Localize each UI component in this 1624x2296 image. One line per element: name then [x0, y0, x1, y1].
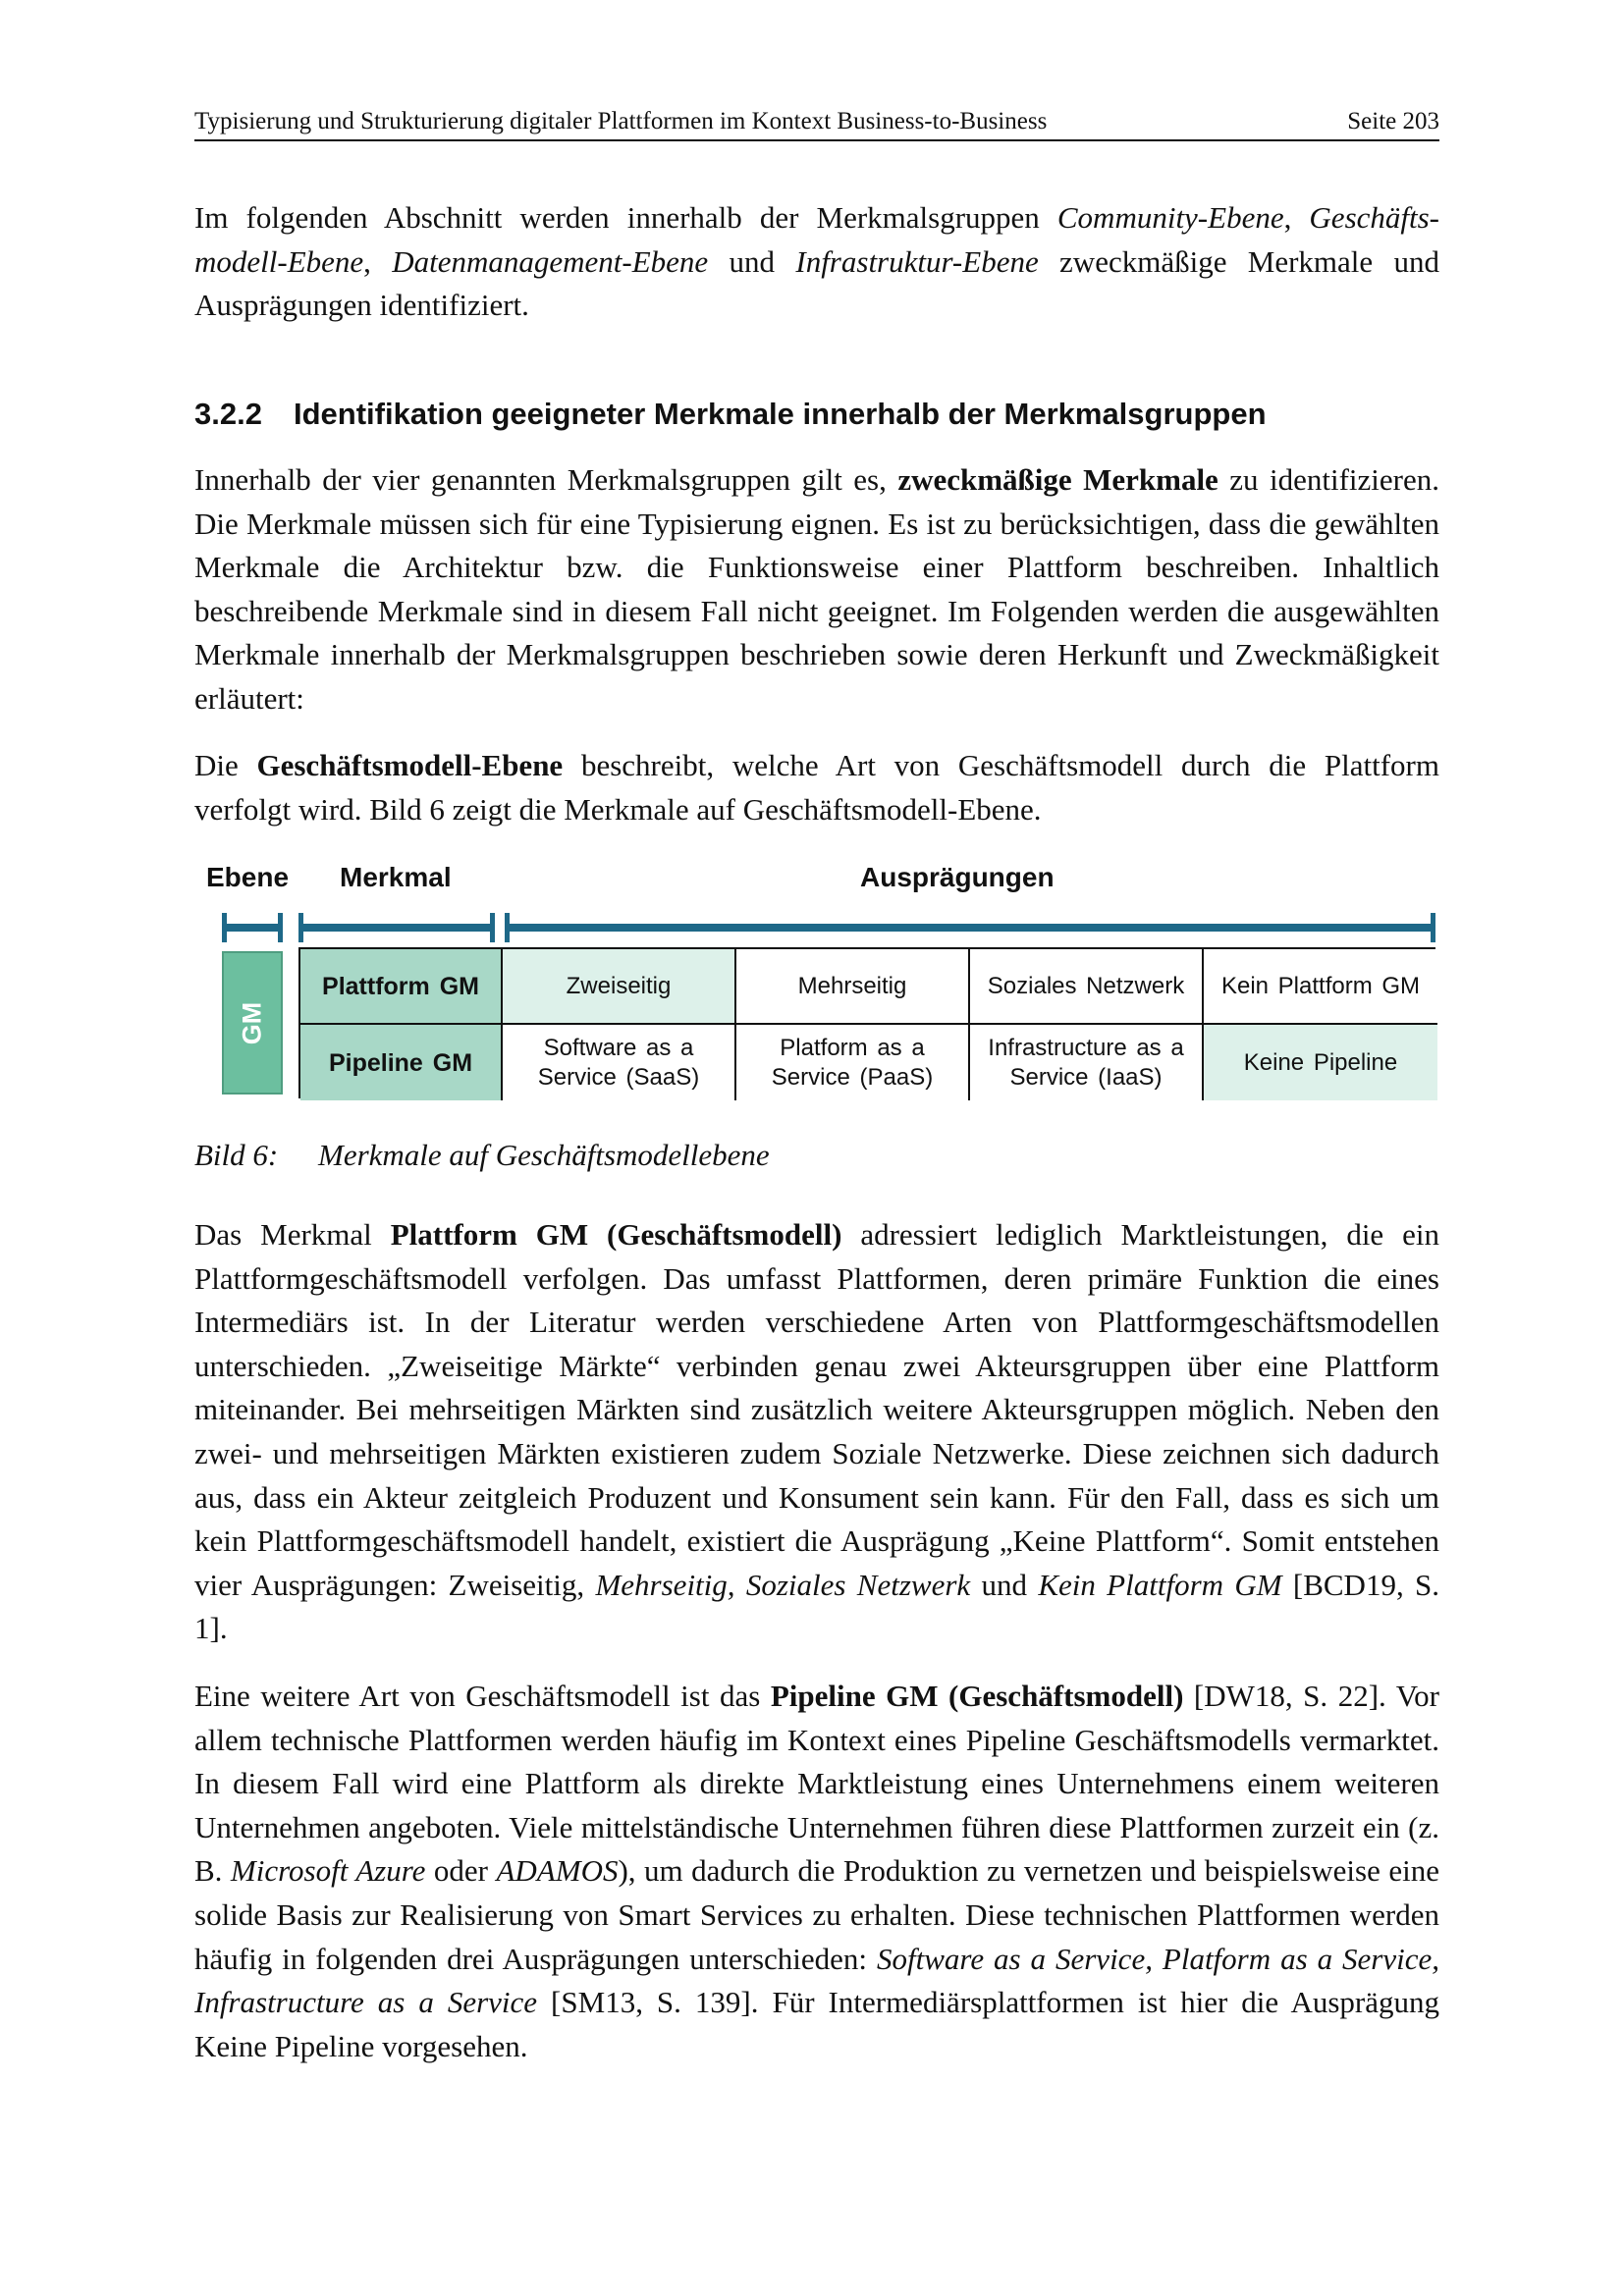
bold-geschaeftsmodell-ebene: Geschäftsmodell-Ebene	[256, 748, 564, 782]
figure-caption	[194, 1134, 1439, 1177]
bold-plattform-gm: Plattform GM (Geschäftsmodell)	[390, 1217, 842, 1252]
value-cell-kein-plattform-gm: Kein Plattform GM	[1204, 949, 1437, 1025]
term-community-ebene: Community-Ebene	[1056, 200, 1284, 235]
value-cell-paas: Platform as a Service (PaaS)	[736, 1025, 970, 1100]
value-cell-saas: Software as a Service (SaaS)	[503, 1025, 736, 1100]
italic-service-models: Software as a Service, Platform as a Service, Infrastructure as a Service	[194, 1941, 1439, 2020]
level-box-gm	[222, 951, 283, 1095]
term-geschaeftsmodell-ebene: Geschäfts-modell-Ebene	[194, 200, 1440, 279]
bracket-merkmal	[298, 913, 495, 942]
italic-microsoft-azure: Microsoft Azure	[230, 1853, 426, 1889]
header-title: Typisierung und Strukturierung digitaler Plattformen im Kontext Business-to-Business	[194, 108, 1048, 134]
italic-auspraegungen: Mehrseitig, Soziales Netzwerk	[595, 1567, 971, 1602]
bold-pipeline-gm: Pipeline GM (Geschäftsmodell)	[770, 1679, 1184, 1713]
intro-paragraph: Im folgenden Abschnitt werden innerhalb der Merkmalsgruppen Community-Ebene, Geschäfts-modell-Ebene, Datenmanagement-Ebene und Infrastruktur-Ebene zweckmäßige Merkmale und Ausprägungen identifiziert.	[194, 200, 1440, 323]
paragraph-2: Die Geschäftsmodell-Ebene beschreibt, welche Art von Geschäftsmodell durch die Plattform verfolgt wird. Bild 6 zeigt die Merkmale auf Geschäftsmodell-Ebene.	[194, 748, 1439, 827]
value-cell-zweiseitig: Zweiseitig	[503, 949, 736, 1025]
bracket-ebene	[222, 913, 283, 942]
section-heading	[194, 393, 1439, 436]
figure-merkmale	[194, 854, 1439, 1109]
figure-label-auspraegungen: Ausprägungen	[860, 862, 1055, 892]
bold-zweckmaessige-merkmale: zweckmäßige Merkmale	[897, 462, 1218, 497]
value-cell-keine-pipeline: Keine Pipeline	[1204, 1025, 1437, 1100]
caption-text: Merkmale auf Geschäftsmodellebene	[318, 1138, 770, 1172]
italic-kein-plattform-gm: Kein Plattform GM	[1038, 1567, 1282, 1602]
term-infrastruktur-ebene: Infrastruktur-Ebene	[795, 243, 1039, 279]
italic-adamos: ADAMOS	[496, 1853, 619, 1889]
bracket-auspraegungen	[505, 913, 1435, 942]
paragraph-1: Innerhalb der vier genannten Merkmalsgruppen gilt es, zweckmäßige Merkmale zu identifizieren. Die Merkmale müssen sich für eine Typisierung eignen. Es ist zu berücksichtigen, dass die gewählten Merkmale die Architektur bzw. die Funktionsweise einer Plattform beschreiben. Inhaltlich beschreibende Merkmale sind in diesem Fall nicht geeignet. Im Folgenden werden die ausgewählten Merkmale innerhalb der Merkmalsgruppen beschrieben sowie deren Herkunft und Zweckmäßigkeit erläutert:	[194, 462, 1439, 716]
section-title: Identifikation geeigneter Merkmale innerhalb der Merkmalsgruppen	[294, 397, 1267, 431]
level-label: GM	[237, 1001, 267, 1044]
paragraph-3: Das Merkmal Plattform GM (Geschäftsmodell) adressiert lediglich Marktleistungen, die ein Plattformgeschäftsmodell verfolgen. Das umfasst Plattformen, deren primäre Funktion die eines Intermediärs ist. In der Literatur werden verschiedene Arten von Plattformgeschäftsmodellen unterschieden. „Zweiseitige Märkte“ verbinden genau zwei Akteursgruppen über eine Plattform miteinander. Bei mehrseitigen Märkten sind zusätzlich weitere Akteursgruppen möglich. Neben den zwei- und mehrseitigen Märkten existieren zudem Soziale Netzwerke. Diese zeichnen sich dadurch aus, dass ein Akteur zeitgleich Produzent und Konsument sein kann. Für den Fall, dass es sich um kein Plattformgeschäftsmodell handelt, existiert die Ausprägung „Keine Plattform“. Somit entstehen vier Ausprägungen: Zweiseitig, Mehrseitig, Soziales Netzwerk und Kein Plattform GM [BCD19, S. 1].	[194, 1217, 1440, 1646]
caption-label: Bild 6:	[194, 1138, 279, 1172]
paragraph-4: Eine weitere Art von Geschäftsmodell ist das Pipeline GM (Geschäftsmodell) [DW18, S. 22]. Vor allem technische Plattformen werden häufig im Kontext eines Pipeline Geschäftsmodells vermarktet. In diesem Fall wird eine Plattform als direkte Marktleistung eines Unternehmens einem weiteren Unternehmen angeboten. Viele mittelständische Unternehmen führen diese Plattformen zurzeit ein (z. B. Microsoft Azure oder ADAMOS), um dadurch die Produktion zu vernetzen und beispielsweise eine solide Basis zur Realisierung von Smart Services zu erhalten. Diese technischen Plattformen werden häufig in folgenden drei Ausprägungen unterschieden: Software as a Service, Platform as a Service, Infrastructure as a Service [SM13, S. 139]. Für Intermediärsplattformen ist hier die Ausprägung Keine Pipeline vorgesehen.	[194, 1679, 1439, 2063]
value-cell-soziales-netzwerk: Soziales Netzwerk	[970, 949, 1204, 1025]
page-number: Seite 203	[1347, 108, 1439, 134]
feature-cell-pipeline-gm: Pipeline GM	[300, 1025, 503, 1100]
figure-label-merkmal: Merkmal	[340, 862, 452, 892]
feature-cell-plattform-gm: Plattform GM	[300, 949, 503, 1025]
figure-label-ebene: Ebene	[206, 862, 290, 892]
term-datenmanagement-ebene: Datenmanagement-Ebene	[392, 243, 709, 279]
value-cell-iaas: Infrastructure as a Service (IaaS)	[970, 1025, 1204, 1100]
feature-table	[298, 947, 1435, 1098]
section-number: 3.2.2	[194, 397, 262, 431]
value-cell-mehrseitig: Mehrseitig	[736, 949, 970, 1025]
running-header	[194, 106, 1439, 141]
